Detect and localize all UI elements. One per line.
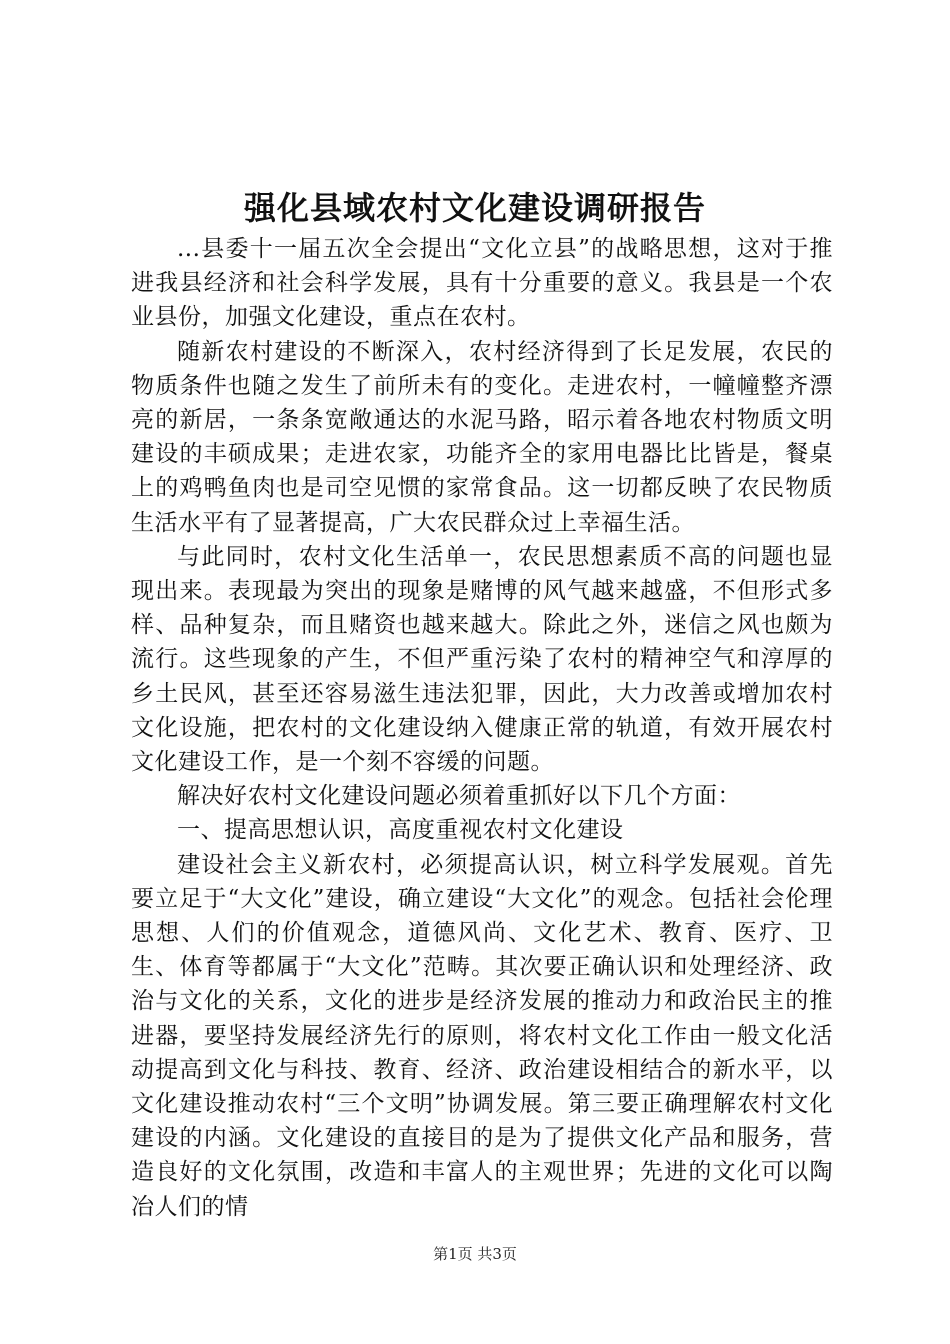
section-heading: 一、提高思想认识，高度重视农村文化建设: [177, 817, 624, 844]
document-body: [131, 232, 833, 1224]
paragraph: ...县委十一届五次全会提出“文化立县”的战略思想，这对于推进我县经济和社会科学发展，具有十分重要的意义。我县是一个农业县份，加强文化建设，重点在农村。: [131, 236, 833, 331]
paragraph: 与此同时，农村文化生活单一，农民思想素质不高的问题也显现出来。表现最为突出的现象是赌博的风气越来越盛，不但形式多样、品种复杂，而且赌资也越来越大。除此之外，迷信之风也颇为流行。这些现象的产生，不但严重污染了农村的精神空气和淳厚的乡土民风，甚至还容易滋生违法犯罪，因此，大力改善或增加农村文化设施，把农村的文化建设纳入健康正常的轨道，有效开展农村文化建设工作，是一个刻不容缓的问题。: [131, 543, 833, 776]
paragraph: 随新农村建设的不断深入，农村经济得到了长足发展，农民的物质条件也随之发生了前所未有的变化。走进农村，一幢幢整齐漂亮的新居，一条条宽敞通达的水泥马路，昭示着各地农村物质文明建设的丰硕成果；走进农家，功能齐全的家用电器比比皆是，餐桌上的鸡鸭鱼肉也是司空见惯的家常食品。这一切都反映了农民物质生活水平有了显著提高，广大农民群众过上幸福生活。: [131, 338, 833, 536]
paragraph: 解决好农村文化建设问题必须着重抓好以下几个方面：: [177, 783, 741, 810]
paragraph: 建设社会主义新农村，必须提高认识，树立科学发展观。首先要立足于“大文化”建设，确立建设“大文化”的观念。包括社会伦理思想、人们的价值观念，道德风尚、文化艺术、教育、医疗、卫生、体育等都属于“大文化”范畴。其次要正确认识和处理经济、政治与文化的关系，文化的进步是经济发展的推动力和政治民主的推进器，要坚持发展经济先行的原则，将农村文化工作由一般文化活动提高到文化与科技、教育、经济、政治建设相结合的新水平，以文化建设推动农村“三个文明”协调发展。第三要正确理解农村文化建设的内涵。文化建设的直接目的是为了提供文化产品和服务，营造良好的文化氛围，改造和丰富人的主观世界；先进的文化可以陶冶人们的情: [131, 851, 833, 1220]
document-title: 强化县域农村文化建设调研报告: [243, 189, 706, 227]
page-number-footer: 第1页 共3页: [433, 1245, 517, 1263]
